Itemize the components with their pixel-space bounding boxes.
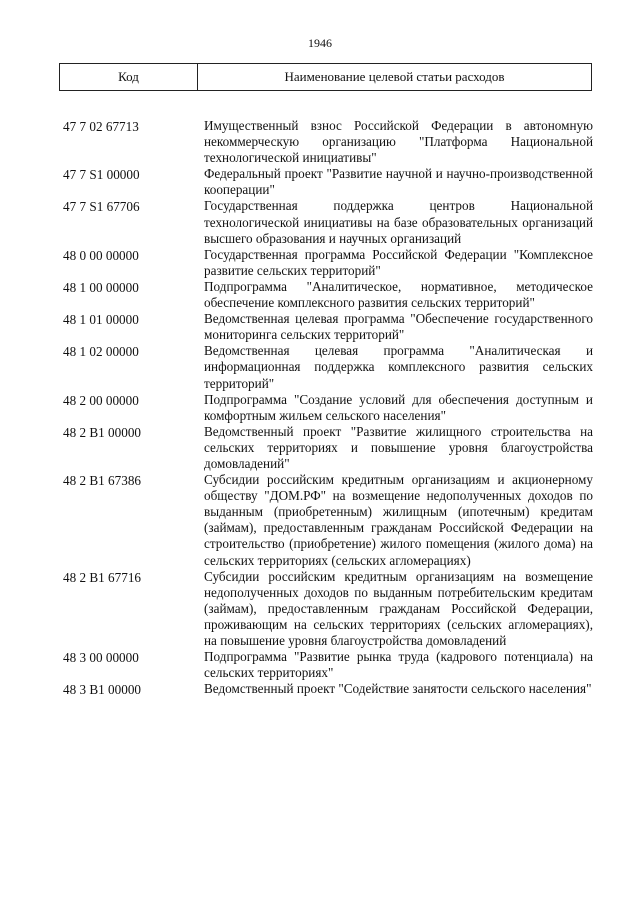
table-row — [0, 569, 640, 649]
table-header — [59, 63, 592, 91]
table-row — [0, 649, 640, 681]
header-code: Код — [60, 64, 198, 90]
row-description: Имущественный взнос Российской Федерации в автономную некоммерческую организацию "Платформа Национальной технологической инициативы" — [204, 118, 593, 166]
table-row — [0, 472, 640, 569]
row-code: 48 3 B1 00000 — [63, 682, 142, 698]
table-body — [0, 118, 640, 699]
row-description: Подпрограмма "Создание условий для обеспечения доступным и комфортным жильем сельского населения" — [204, 391, 593, 423]
table-row — [0, 166, 640, 198]
table-row — [0, 681, 640, 699]
row-description: Государственная поддержка центров Национальной технологической инициативы на базе образовательных организаций высшего образования и научных организаций — [204, 198, 593, 246]
table-row — [0, 198, 640, 246]
row-code: 48 0 00 00000 — [63, 247, 139, 263]
table-row — [0, 311, 640, 343]
row-code: 47 7 02 67713 — [63, 119, 139, 134]
row-description: Ведомственный проект "Развитие жилищного строительства на сельских территориях и повышение уровня благоустройства домовладений" — [204, 423, 593, 471]
row-description: Государственная программа Российской Федерации "Комплексное развитие сельских территорий" — [204, 246, 593, 278]
row-description: Ведомственная целевая программа "Обеспечение государственного мониторинга сельских территорий" — [204, 311, 593, 343]
row-description: Федеральный проект "Развитие научной и научно-производственной кооперации" — [204, 166, 593, 198]
table-row — [0, 247, 640, 279]
table-row — [0, 343, 640, 391]
page-number: 1946 — [308, 36, 332, 50]
row-description: Ведомственная целевая программа "Аналитическая и информационная поддержка комплексного развития сельских территорий" — [204, 343, 593, 391]
row-code: 47 7 S1 00000 — [63, 167, 140, 183]
row-code: 48 2 00 00000 — [63, 392, 139, 408]
table-row — [0, 118, 640, 166]
row-description: Субсидии российским кредитным организациям и акционерному обществу "ДОМ.РФ" на возмещение недополученных доходов по выданным (приобретенным) жилищным (ипотечным) кредитам (займам), предоставленным гражданам Российской Федерации на строительство (приобретение) жилого помещения (жилого дома) на сельских территориях (сельских агломерациях) — [204, 472, 593, 568]
row-description: Подпрограмма "Развитие рынка труда (кадрового потенциала) на сельских территориях" — [204, 649, 593, 681]
row-code: 47 7 S1 67706 — [63, 199, 140, 215]
table-row — [0, 392, 640, 424]
row-code: 48 3 00 00000 — [63, 650, 139, 666]
table-row — [0, 424, 640, 472]
header-name: Наименование целевой статьи расходов — [284, 69, 505, 84]
row-code: 48 2 B1 67716 — [63, 569, 142, 585]
row-code: 48 1 00 00000 — [63, 279, 139, 295]
row-description: Субсидии российским кредитным организациям на возмещение недополученных доходов по выданным потребительским кредитам (займам), предоставленным гражданам Российской Федерации, проживающим на сельских территориях (сельских агломерациях), на повышение уровня благоустройства домовладений — [204, 568, 593, 648]
row-description: Подпрограмма "Аналитическое, нормативное, методическое обеспечение комплексного развития сельских территорий" — [204, 278, 593, 311]
table-row — [0, 279, 640, 311]
row-code: 48 1 02 00000 — [63, 344, 139, 360]
row-description: Ведомственный проект "Содействие занятости сельского населения" — [204, 681, 592, 697]
row-code: 48 1 01 00000 — [63, 312, 139, 328]
row-code: 48 2 B1 67386 — [63, 473, 142, 489]
row-code: 48 2 B1 00000 — [63, 424, 142, 440]
